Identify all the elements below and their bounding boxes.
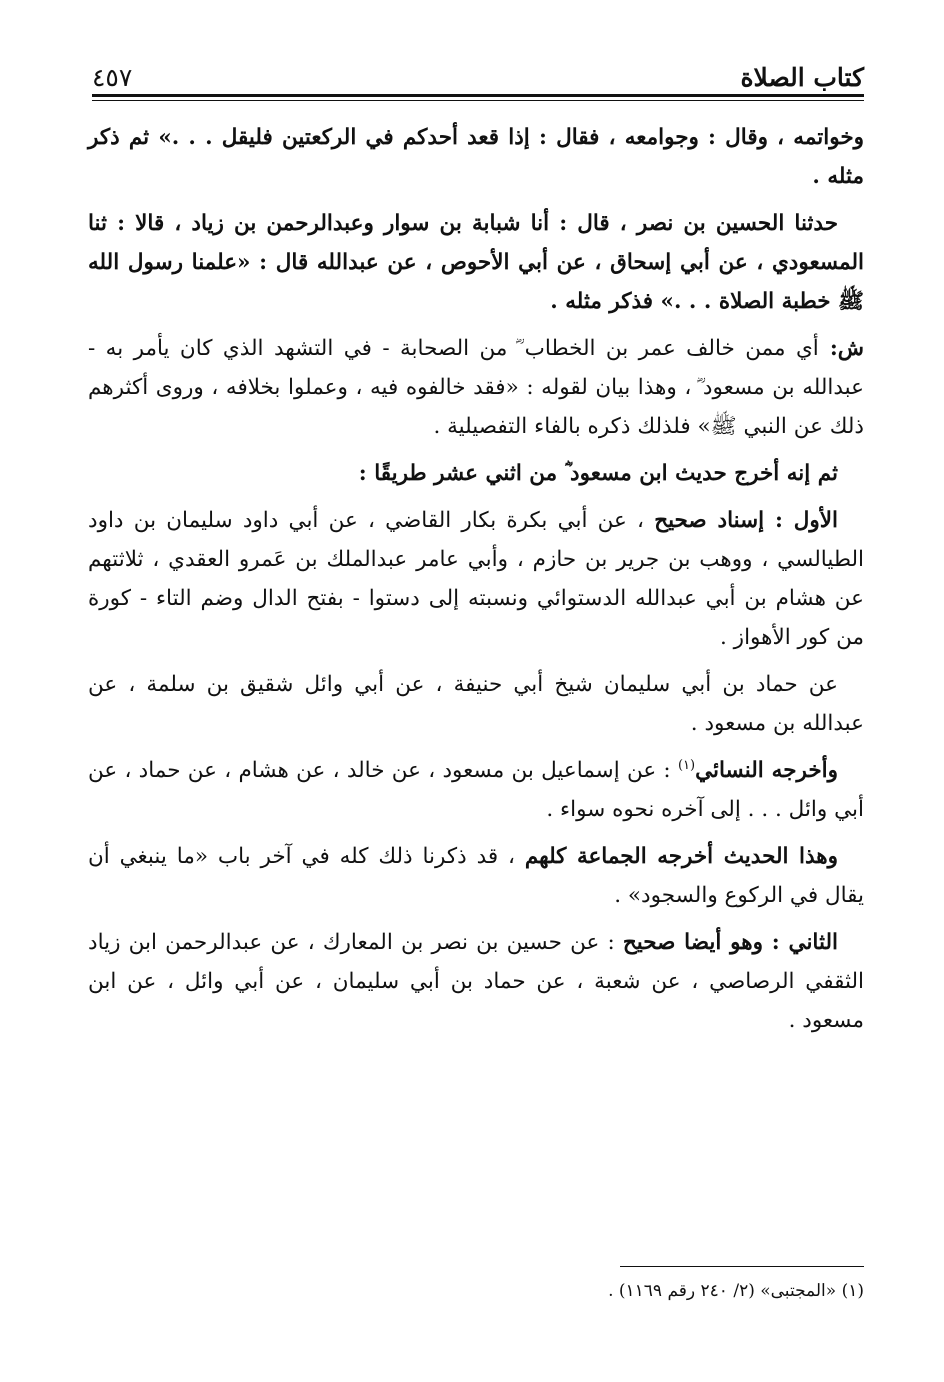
text-run: : عن إسماعيل بن مسعود ، عن خالد ، عن هشام ، عن حماد ، عن أبي وائل . . . إلى آخره نحوه سواء . bbox=[88, 758, 864, 822]
page-header bbox=[92, 56, 864, 92]
page-body bbox=[88, 118, 864, 1048]
paragraph bbox=[88, 118, 864, 196]
text-run: حدثنا الحسين بن نصر ، قال : أنا شبابة بن سوار وعبدالرحمن بن زياد ، قالا : ثنا المسعودي ، عن أبي إسحاق ، عن أبي الأحوص ، عن عبدالله قال : «علمنا رسول الله ﷺ خطبة الصلاة . . .» فذكر مثله . bbox=[88, 211, 864, 314]
text-run: ، قد ذكرنا ذلك كله في آخر باب «ما ينبغي أن يقال في الركوع والسجود» . bbox=[88, 844, 864, 908]
text-run: الأول : إسناد صحيح bbox=[654, 508, 838, 533]
header-rule-thick bbox=[92, 94, 864, 97]
paragraph bbox=[88, 329, 864, 446]
text-run: ثم إنه أخرج حديث ابن مسعود ؓ من اثني عشر طريقًا : bbox=[358, 461, 838, 486]
paragraph bbox=[88, 204, 864, 321]
text-run: : عن حسين بن نصر بن المعارك ، عن عبدالرحمن ابن زياد الثقفي الرصاصي ، عن شعبة ، عن حماد بن أبي سليمان ، عن أبي وائل ، عن ابن مسعود . bbox=[88, 930, 864, 1033]
chapter-title: كتاب الصلاة bbox=[740, 63, 864, 92]
paragraph bbox=[88, 837, 864, 915]
paragraph bbox=[88, 923, 864, 1040]
text-run: الثاني : وهو أيضا صحيح bbox=[622, 930, 838, 955]
paragraph bbox=[88, 665, 864, 743]
text-run: وهذا الحديث أخرجه الجماعة كلهم bbox=[524, 844, 838, 869]
text-run: وخواتمه ، وقال : وجوامعه ، فقال : إذا قعد أحدكم في الركعتين فليقل . . .» ثم ذكر مثله . bbox=[88, 125, 864, 189]
header-rule-thin bbox=[92, 100, 864, 101]
footnote-marker[interactable]: (١) bbox=[677, 757, 696, 773]
text-run: عن حماد بن أبي سليمان شيخ أبي حنيفة ، عن أبي وائل شقيق بن سلمة ، عن عبدالله بن مسعود . bbox=[88, 672, 864, 736]
footnote-rule bbox=[620, 1266, 864, 1267]
text-run: ، عن أبي بكرة بكار القاضي ، عن أبي داود سليمان بن داود الطيالسي ، ووهب بن جرير بن حازم ، وأبي عامر عبدالملك بن عَمرو العقدي ، ثلاثتهم عن هشام بن أبي عبدالله الدستوائي ونسبته إلى دستوا - بفتح الدال وضم التاء - كورة من كور الأهواز . bbox=[88, 508, 864, 650]
paragraph bbox=[88, 501, 864, 657]
paragraph bbox=[88, 454, 864, 493]
text-run: ش: bbox=[818, 336, 865, 361]
page-number: ٤٥٧ bbox=[92, 63, 133, 92]
text-run: وأخرجه النسائي bbox=[695, 758, 838, 783]
text-run: أي ممن خالف عمر بن الخطاب ؓ من الصحابة - في التشهد الذي كان يأمر به - عبدالله بن مسعود ؓ ، وهذا بيان لقوله : «فقد خالفوه فيه ، وعملوا بخلافه ، وروى أكثرهم ذلك عن النبي ﷺ» فلذلك ذكره بالفاء التفصيلية . bbox=[88, 336, 864, 439]
paragraph bbox=[88, 751, 864, 829]
footnote: (١) «المجتبى» (٢/ ٢٤٠ رقم ١١٦٩) . bbox=[608, 1281, 864, 1301]
